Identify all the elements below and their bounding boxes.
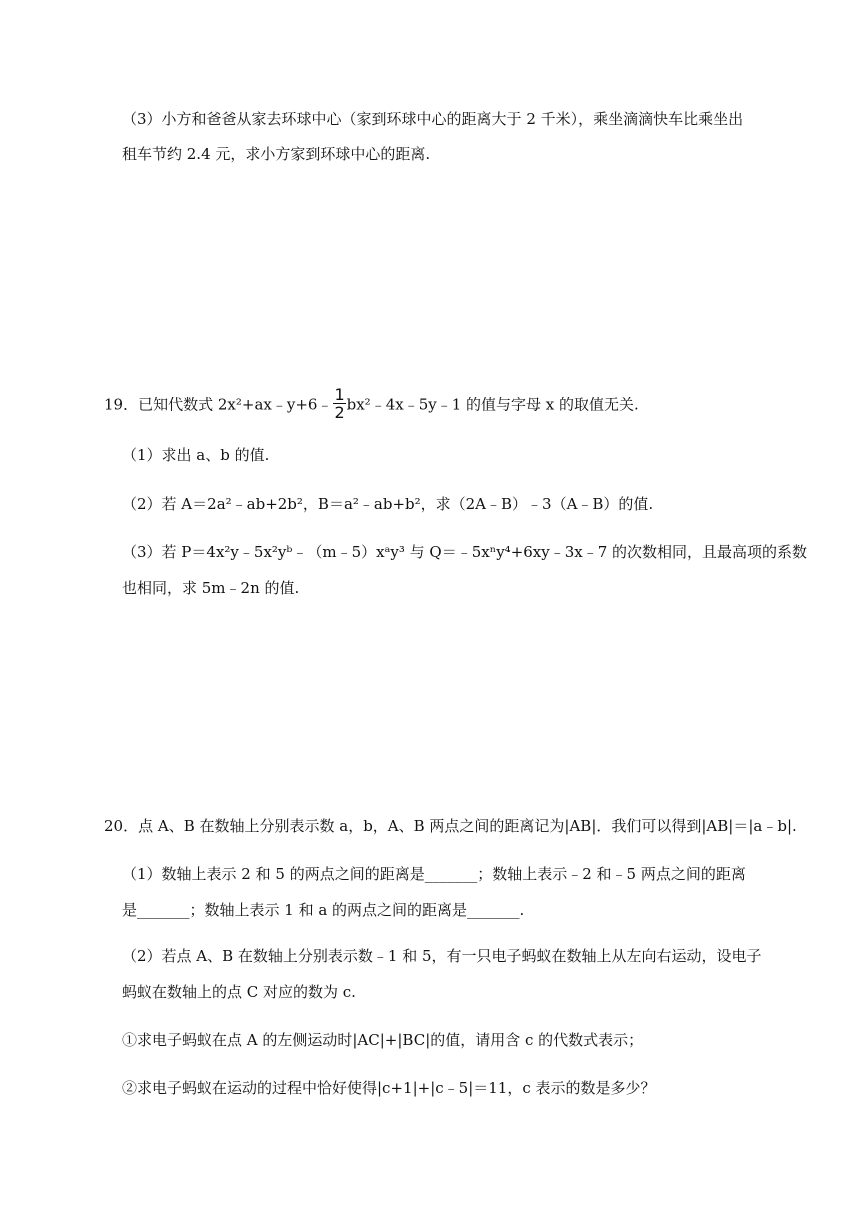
q19-stem-part2: bx²﹣4x﹣5y﹣1 的值与字母 x 的取值无关. xyxy=(346,395,639,414)
q20-subquestion-1: ①求电子蚂蚁在点 A 的左侧运动时|AC|+|BC|的值，请用含 c 的代数式表示； xyxy=(122,1031,644,1049)
q19-part1: （1）求出 a、b 的值. xyxy=(122,446,270,464)
fraction-numerator: 1 xyxy=(334,385,345,404)
q20-part1-line2: 是_______；数轴上表示 1 和 a 的两点之间的距离是_______. xyxy=(122,901,525,919)
q20-part2-line2: 蚂蚁在数轴上的点 C 对应的数为 c. xyxy=(122,983,356,1001)
q20-subquestion-2: ②求电子蚂蚁在运动的过程中恰好使得|c+1|+|c﹣5|＝11，c 表示的数是多少？ xyxy=(122,1079,656,1097)
q19-part3-line1: （3）若 P＝4x²y﹣5x²yᵇ﹣（m﹣5）xᵃy³ 与 Q＝﹣5xⁿy⁴+6xy﹣3x﹣7 的次数相同，且最高项的系数 xyxy=(122,543,808,561)
fraction-one-half xyxy=(333,386,345,421)
q19-stem xyxy=(104,385,639,423)
q18-part3-line1: （3）小方和爸爸从家去环球中心（家到环球中心的距离大于 2 千米），乘坐滴滴快车比乘坐出 xyxy=(122,110,744,128)
q20-part1-line1: （1）数轴上表示 2 和 5 的两点之间的距离是_______；数轴上表示﹣2 和﹣5 两点之间的距离 xyxy=(122,865,746,883)
q20-part2-line1: （2）若点 A、B 在数轴上分别表示数﹣1 和 5，有一只电子蚂蚁在数轴上从左向右运动，设电子 xyxy=(122,947,762,965)
q20-stem: 20．点 A、B 在数轴上分别表示数 a，b，A、B 两点之间的距离记为|AB|．我们可以得到|AB|＝|a﹣b|. xyxy=(104,817,797,835)
q18-part3-line2: 租车节约 2.4 元，求小方家到环球中心的距离. xyxy=(122,145,431,163)
q19-part2: （2）若 A＝2a²﹣ab+2b²，B＝a²﹣ab+b²，求（2A﹣B）﹣3（A﹣B）的值. xyxy=(122,495,654,513)
fraction-denominator: 2 xyxy=(334,403,345,422)
q19-stem-part1: 19．已知代数式 2x²+ax﹣y+6﹣ xyxy=(104,395,333,414)
q19-part3-line2: 也相同，求 5m﹣2n 的值. xyxy=(122,579,300,597)
